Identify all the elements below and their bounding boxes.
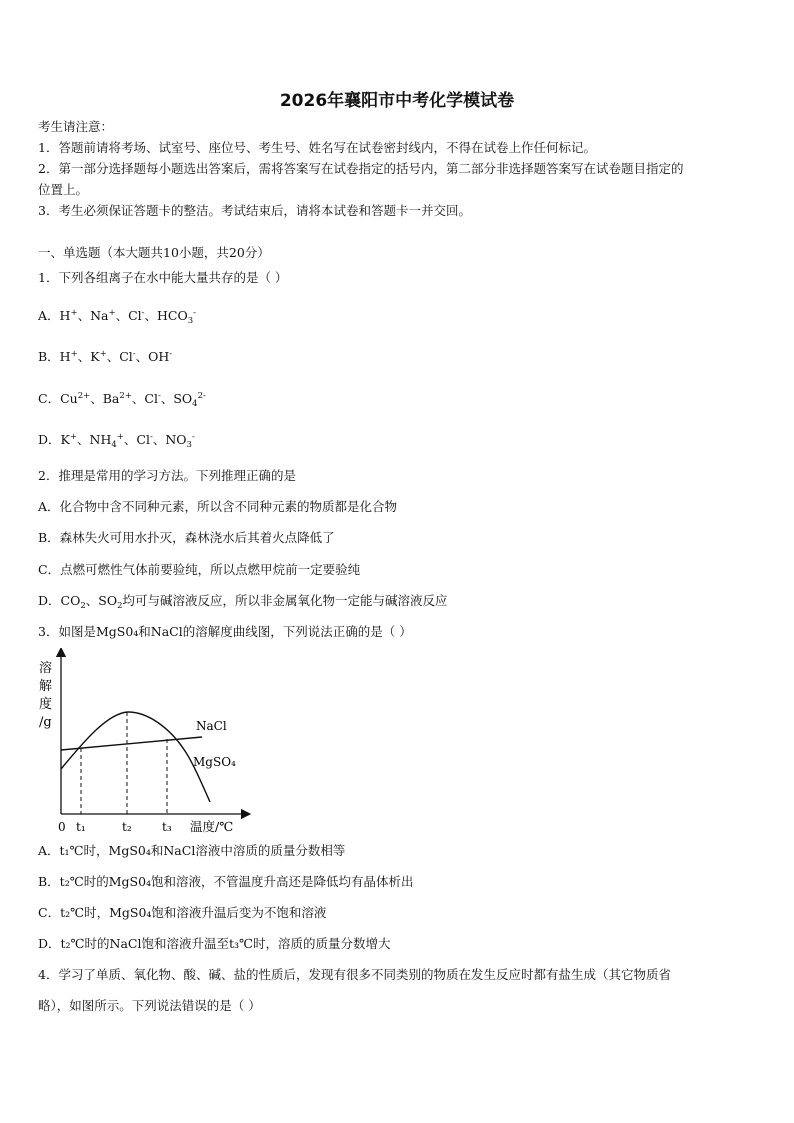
question-1-stem: 1．下列各组离子在水中能大量共存的是（ ） bbox=[38, 270, 288, 285]
solubility-chart bbox=[30, 648, 260, 838]
q2-option: A．化合物中含不同种元素，所以含不同种元素的物质都是化合物 bbox=[38, 499, 398, 514]
y-axis-label: 溶 bbox=[39, 661, 53, 676]
x-tick-label: t₁ bbox=[76, 820, 86, 834]
y-axis-label: 度 bbox=[39, 697, 53, 712]
question-2-stem: 2．推理是常用的学习方法。下列推理正确的是 bbox=[38, 468, 296, 483]
q2-option-d: D．$CO_2$、$SO_2$均可与碱溶液反应，所以非金属氧化物一定能与碱溶液反应 bbox=[38, 593, 448, 611]
q3-option: D．t₂℃时的NaCl饱和溶液升温至t₃℃时，溶质的质量分数增大 bbox=[38, 936, 391, 951]
question-3-stem: 3．如图是MgS0₄和NaCl的溶解度曲线图，下列说法正确的是（ ） bbox=[38, 624, 412, 639]
section-heading: 一、单选题（本大题共10小题，共20分） bbox=[38, 245, 270, 260]
page-title: 2026年襄阳市中考化学模试卷 bbox=[279, 91, 515, 111]
notice-item: 位置上。 bbox=[38, 182, 89, 197]
q3-option: B．t₂℃时的MgS0₄饱和溶液，不管温度升高还是降低均有晶体析出 bbox=[38, 874, 414, 889]
series-label-mgso4: MgSO₄ bbox=[193, 755, 236, 769]
notice-heading: 考生请注意： bbox=[38, 119, 114, 134]
notice-item: 1．答题前请将考场、试室号、座位号、考生号、姓名写在试卷密封线内，不得在试卷上作任何标记。 bbox=[38, 140, 596, 155]
y-axis-label: /g bbox=[39, 715, 52, 730]
mgso4-curve bbox=[61, 712, 210, 802]
q1-option-a: A．H+、Na+、Cl-、$HCO_3^-$ bbox=[38, 308, 197, 326]
origin-label: 0 bbox=[58, 820, 66, 834]
q3-option: A．t₁℃时，MgS0₄和NaCl溶液中溶质的质量分数相等 bbox=[38, 843, 346, 858]
question-4-stem-cont: 略），如图所示。下列说法错误的是（ ） bbox=[38, 998, 261, 1013]
x-tick-label: t₃ bbox=[162, 820, 172, 834]
x-axis-label: 温度/℃ bbox=[190, 819, 234, 834]
series-label-nacl: NaCl bbox=[196, 719, 227, 733]
y-axis-label: 解 bbox=[39, 679, 53, 694]
notice-item: 2．第一部分选择题每小题选出答案后，需将答案写在试卷指定的括号内，第二部分非选择题答案写在试卷题目指定的 bbox=[38, 161, 684, 176]
question-4-stem: 4．学习了单质、氧化物、酸、碱、盐的性质后，发现有很多不同类别的物质在发生反应时都有盐生成（其它物质省 bbox=[38, 967, 671, 982]
notice-item: 3．考生必须保证答题卡的整洁。考试结束后，请将本试卷和答题卡一并交回。 bbox=[38, 203, 471, 218]
q2-option: C．点燃可燃性气体前要验纯，所以点燃甲烷前一定要验纯 bbox=[38, 562, 361, 577]
q1-option-b: B．H+、K+、Cl-、OH- bbox=[38, 349, 173, 364]
x-tick-label: t₂ bbox=[122, 820, 132, 834]
q1-option-c: C．$Cu^{2+}$、$Ba^{2+}$、Cl-、$SO_4^{2-}$ bbox=[38, 391, 206, 409]
q2-option: B．森林失火可用水扑灭，森林浇水后其着火点降低了 bbox=[38, 530, 335, 545]
q3-option: C．t₂℃时，MgS0₄饱和溶液升温后变为不饱和溶液 bbox=[38, 905, 327, 920]
q1-option-d: D．K+、$NH_4^+$、Cl-、$NO_3^-$ bbox=[38, 432, 195, 450]
